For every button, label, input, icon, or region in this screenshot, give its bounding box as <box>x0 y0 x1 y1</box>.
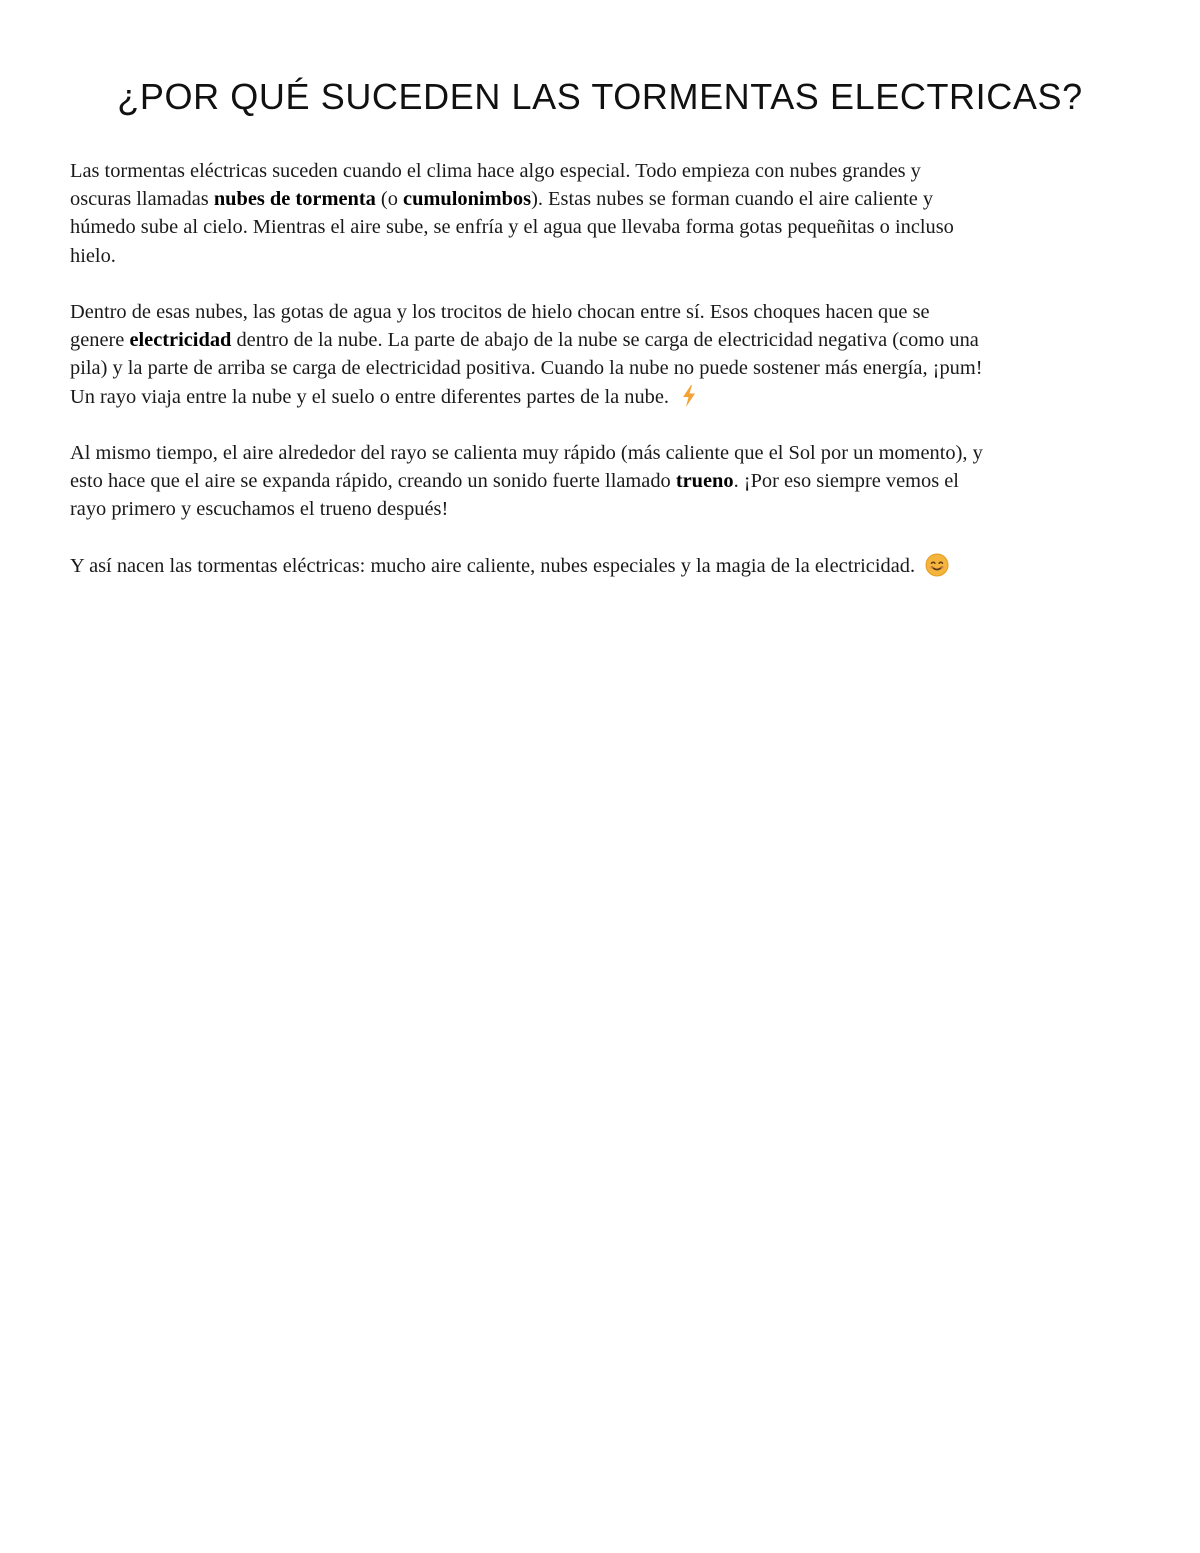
text-line <box>70 552 1130 580</box>
text-span: oscuras llamadas <box>70 188 214 211</box>
bold-term-trueno: trueno <box>675 470 734 493</box>
document-body <box>70 157 1130 608</box>
text-span: Y así nacen las tormentas eléctricas: mucho aire caliente, nubes especiales y la magia de la electricidad. <box>70 554 916 577</box>
lightning-bolt-icon <box>681 385 697 407</box>
document-title: ¿POR QUÉ SUCEDEN LAS TORMENTAS ELECTRICAS? <box>117 76 1083 117</box>
text-span: Al mismo tiempo, el aire alrededor del rayo se calienta muy rápido (más caliente que el Sol por un momento), y <box>70 442 983 464</box>
text-span: genere <box>70 329 130 352</box>
paragraph-intro <box>70 157 1130 270</box>
bold-term-electricidad: electricidad <box>129 329 232 352</box>
bold-term-cumulonimbos: cumulonimbos <box>403 188 532 211</box>
text-span: Dentro de esas nubes, las gotas de agua y los trocitos de hielo chocan entre sí. Esos choques hacen que se <box>70 301 930 323</box>
text-line <box>70 213 1130 241</box>
text-line <box>70 467 1130 495</box>
paragraph-conclusion <box>70 552 1130 580</box>
text-span: Un rayo viaja entre la nube y el suelo o entre diferentes partes de la nube. <box>70 385 670 408</box>
text-span: dentro de la nube. La parte de abajo de la nube se carga de electricidad negativa (como una <box>231 329 979 352</box>
text-line <box>70 326 1130 354</box>
text-line <box>70 383 1130 411</box>
text-line <box>70 439 1130 467</box>
text-line <box>70 495 1130 523</box>
smiling-face-icon <box>925 553 949 577</box>
text-span: húmedo sube al cielo. Mientras el aire sube, se enfría y el agua que llevaba forma gotas pequeñitas o incluso <box>70 216 954 239</box>
text-span: esto hace que el aire se expanda rápido, creando un sonido fuerte llamado <box>70 470 676 493</box>
text-line <box>70 242 1130 270</box>
text-span: pila) y la parte de arriba se carga de electricidad positiva. Cuando la nube no puede sostener más energía, ¡pum! <box>70 357 983 380</box>
text-span: rayo primero y escuchamos el trueno después! <box>70 498 449 521</box>
text-span: . ¡Por eso siempre vemos el <box>733 470 959 493</box>
text-line <box>70 185 1130 213</box>
paragraph-electricity <box>70 298 1130 411</box>
paragraph-thunder <box>70 439 1130 524</box>
text-span: hielo. <box>70 244 116 267</box>
bold-term-nubes-de-tormenta: nubes de tormenta <box>213 188 376 211</box>
text-line <box>70 157 1130 185</box>
text-span: ). Estas nubes se forman cuando el aire caliente y <box>531 188 934 211</box>
text-line <box>70 298 1130 326</box>
text-line <box>70 354 1130 382</box>
text-span: (o <box>375 188 404 211</box>
text-span: Las tormentas eléctricas suceden cuando el clima hace algo especial. Todo empieza con nubes grandes y <box>70 160 921 182</box>
